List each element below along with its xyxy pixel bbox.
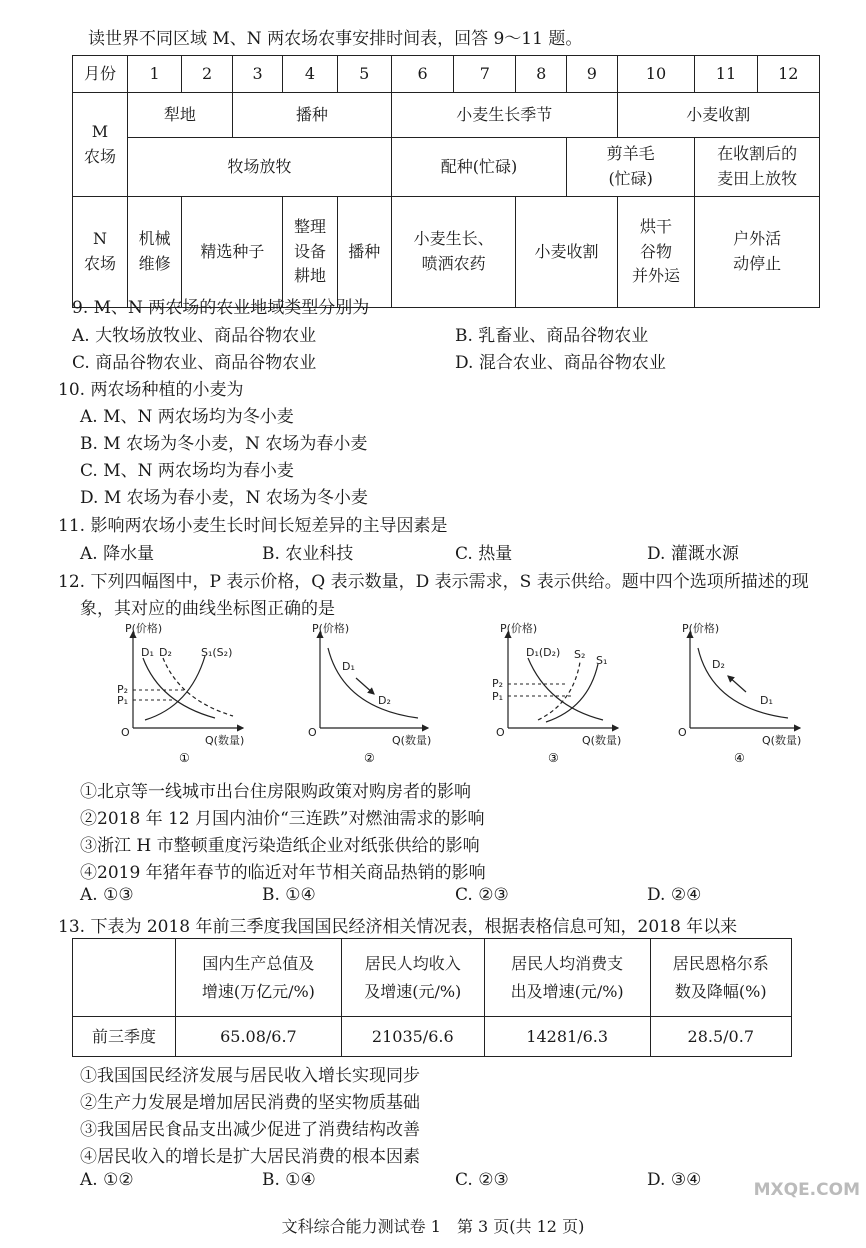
m-harvest: 小麦收割 (617, 93, 819, 138)
q13-item-2: ②生产力发展是增加居民消费的坚实物质基础 (80, 1093, 420, 1113)
label-d1: D₁ (760, 694, 773, 707)
month-header: 月份 (73, 56, 128, 93)
q12-stem-line2: 象，其对应的曲线坐标图正确的是 (80, 599, 335, 619)
label-d: D₁(D₂) (526, 646, 561, 659)
n-farm-label: N 农场 (73, 197, 128, 308)
label-s1: S₁ (596, 654, 608, 667)
n-sow: 播种 (337, 197, 391, 308)
chart-4 (670, 618, 830, 773)
q-axis-label: Q(数量) (392, 734, 432, 747)
q12-option-a: A. ①③ (80, 885, 134, 905)
q13-item-4: ④居民收入的增长是扩大居民消费的根本因素 (80, 1147, 420, 1167)
origin-label: O (308, 726, 317, 739)
n-maintenance: 机械 维修 (128, 197, 182, 308)
n-dry-ship: 烘干 谷物 并外运 (617, 197, 695, 308)
origin-label: O (496, 726, 505, 739)
month-cell: 6 (391, 56, 453, 93)
q12-item-4: ④2019 年猪年春节的临近对年节相关商品热销的影响 (80, 863, 486, 883)
empty-header (73, 939, 176, 1017)
q12-item-1: ①北京等一线城市出台住房限购政策对购房者的影响 (80, 782, 471, 802)
q11-option-a: A. 降水量 (80, 544, 155, 564)
m-post-harvest-grazing: 在收割后的 麦田上放牧 (695, 138, 820, 197)
label-p2: P₂ (492, 677, 504, 690)
month-cell: 5 (337, 56, 391, 93)
p-axis-label: P(价格) (500, 622, 538, 635)
chart-number: ② (364, 751, 375, 765)
demand-curve (328, 648, 418, 718)
chart-number: ③ (548, 751, 559, 765)
value-consumption: 14281/6.3 (484, 1017, 650, 1057)
label-p2: P₂ (117, 683, 129, 696)
month-cell: 3 (232, 56, 283, 93)
supply-curve-s2 (538, 662, 580, 720)
q13-option-c: C. ②③ (455, 1170, 509, 1190)
q13-option-a: A. ①② (80, 1170, 134, 1190)
n-growth: 小麦生长、 喷洒农药 (391, 197, 516, 308)
chart-2 (298, 618, 458, 773)
q12-stem-line1: 12. 下列四幅图中，P 表示价格，Q 表示数量，D 表示需求，S 表示供给。题中四个选项所描述的现 (58, 572, 809, 592)
m-grazing: 牧场放牧 (128, 138, 392, 197)
label-d2: D₂ (159, 646, 172, 659)
header-engel: 居民恩格尔系 数及降幅(%) (650, 939, 791, 1017)
label-d1: D₁ (141, 646, 154, 659)
m-farm-label: M 农场 (73, 93, 128, 197)
chart-3 (478, 618, 638, 773)
value-engel: 28.5/0.7 (650, 1017, 791, 1057)
origin-label: O (121, 726, 130, 739)
q11-option-c: C. 热量 (455, 544, 513, 564)
supply-curve-s1 (546, 664, 598, 722)
month-cell: 8 (516, 56, 567, 93)
m-shearing: 剪羊毛 (忙碌) (567, 138, 695, 197)
month-cell: 9 (567, 56, 618, 93)
label-d2: D₂ (712, 658, 725, 671)
origin-label: O (678, 726, 687, 739)
n-outdoor-stop: 户外活 动停止 (695, 197, 820, 308)
watermark: MXQE.COM (753, 1180, 860, 1200)
economy-stats-table (72, 938, 792, 1057)
q9-stem: 9. M、N 两农场的农业地域类型分别为 (72, 298, 370, 318)
label-p1: P₁ (492, 690, 504, 703)
m-sow: 播种 (232, 93, 391, 138)
farm-schedule-table (72, 55, 820, 308)
q13-option-b: B. ①④ (262, 1170, 316, 1190)
month-cell: 1 (128, 56, 182, 93)
supply-curve-s (145, 656, 205, 720)
m-wheat-growth: 小麦生长季节 (391, 93, 617, 138)
value-gdp: 65.08/6.7 (176, 1017, 342, 1057)
q10-option-d: D. M 农场为春小麦，N 农场为冬小麦 (80, 488, 368, 508)
label-s: S₁(S₂) (201, 646, 233, 659)
q9-option-b: B. 乳畜业、商品谷物农业 (455, 326, 649, 346)
q9-option-a: A. 大牧场放牧业、商品谷物农业 (72, 326, 317, 346)
header-consumption: 居民人均消费支 出及增速(元/%) (484, 939, 650, 1017)
q13-stem: 13. 下表为 2018 年前三季度我国国民经济相关情况表，根据表格信息可知，2018 年以来 (58, 917, 738, 937)
month-cell: 7 (454, 56, 516, 93)
intro-text: 读世界不同区域 M、N 两农场农事安排时间表，回答 9～11 题。 (88, 29, 583, 49)
m-breeding: 配种(忙碌) (391, 138, 566, 197)
label-p1: P₁ (117, 694, 129, 707)
q13-item-1: ①我国国民经济发展与居民收入增长实现同步 (80, 1066, 420, 1086)
q-axis-label: Q(数量) (582, 734, 622, 747)
q9-option-c: C. 商品谷物农业、商品谷物农业 (72, 353, 317, 373)
n-harvest: 小麦收割 (516, 197, 617, 308)
m-plow: 犁地 (128, 93, 233, 138)
label-s2: S₂ (574, 648, 586, 661)
demand-curve-d1 (143, 658, 215, 718)
page-footer: 文科综合能力测试卷 1 第 3 页(共 12 页) (281, 1217, 585, 1236)
q10-option-c: C. M、N 两农场均为春小麦 (80, 461, 294, 481)
q11-option-d: D. 灌溉水源 (647, 544, 739, 564)
chart-number: ① (179, 751, 190, 765)
movement-arrow (356, 678, 374, 694)
n-prepare: 整理 设备 耕地 (283, 197, 337, 308)
q13-option-d: D. ③④ (647, 1170, 702, 1190)
q12-item-3: ③浙江 H 市整顿重度污染造纸企业对纸张供给的影响 (80, 836, 480, 856)
q-axis-label: Q(数量) (762, 734, 802, 747)
month-cell: 10 (617, 56, 695, 93)
month-cell: 12 (757, 56, 819, 93)
p-axis-label: P(价格) (682, 622, 720, 635)
header-gdp: 国内生产总值及 增速(万亿元/%) (176, 939, 342, 1017)
row-label: 前三季度 (73, 1017, 176, 1057)
q11-stem: 11. 影响两农场小麦生长时间长短差异的主导因素是 (58, 516, 448, 536)
q12-item-2: ②2018 年 12 月国内油价“三连跌”对燃油需求的影响 (80, 809, 485, 829)
p-axis-label: P(价格) (125, 622, 163, 635)
demand-curve (528, 658, 603, 720)
chart-1 (105, 618, 265, 773)
q10-option-b: B. M 农场为冬小麦，N 农场为春小麦 (80, 434, 368, 454)
q-axis-label: Q(数量) (205, 734, 245, 747)
q11-option-b: B. 农业科技 (262, 544, 354, 564)
q9-option-d: D. 混合农业、商品谷物农业 (455, 353, 666, 373)
chart-number: ④ (734, 751, 745, 765)
q12-option-c: C. ②③ (455, 885, 509, 905)
n-seed-select: 精选种子 (182, 197, 283, 308)
q10-stem: 10. 两农场种植的小麦为 (58, 380, 244, 400)
movement-arrow (728, 676, 746, 692)
q12-option-b: B. ①④ (262, 885, 316, 905)
q13-item-3: ③我国居民食品支出减少促进了消费结构改善 (80, 1120, 420, 1140)
q10-option-a: A. M、N 两农场均为冬小麦 (80, 407, 294, 427)
demand-curve-d2 (163, 658, 233, 716)
p-axis-label: P(价格) (312, 622, 350, 635)
month-cell: 2 (182, 56, 233, 93)
header-income: 居民人均收入 及增速(元/%) (341, 939, 484, 1017)
label-d2: D₂ (378, 694, 391, 707)
value-income: 21035/6.6 (341, 1017, 484, 1057)
q12-option-d: D. ②④ (647, 885, 702, 905)
month-cell: 4 (283, 56, 337, 93)
month-cell: 11 (695, 56, 757, 93)
label-d1: D₁ (342, 660, 355, 673)
